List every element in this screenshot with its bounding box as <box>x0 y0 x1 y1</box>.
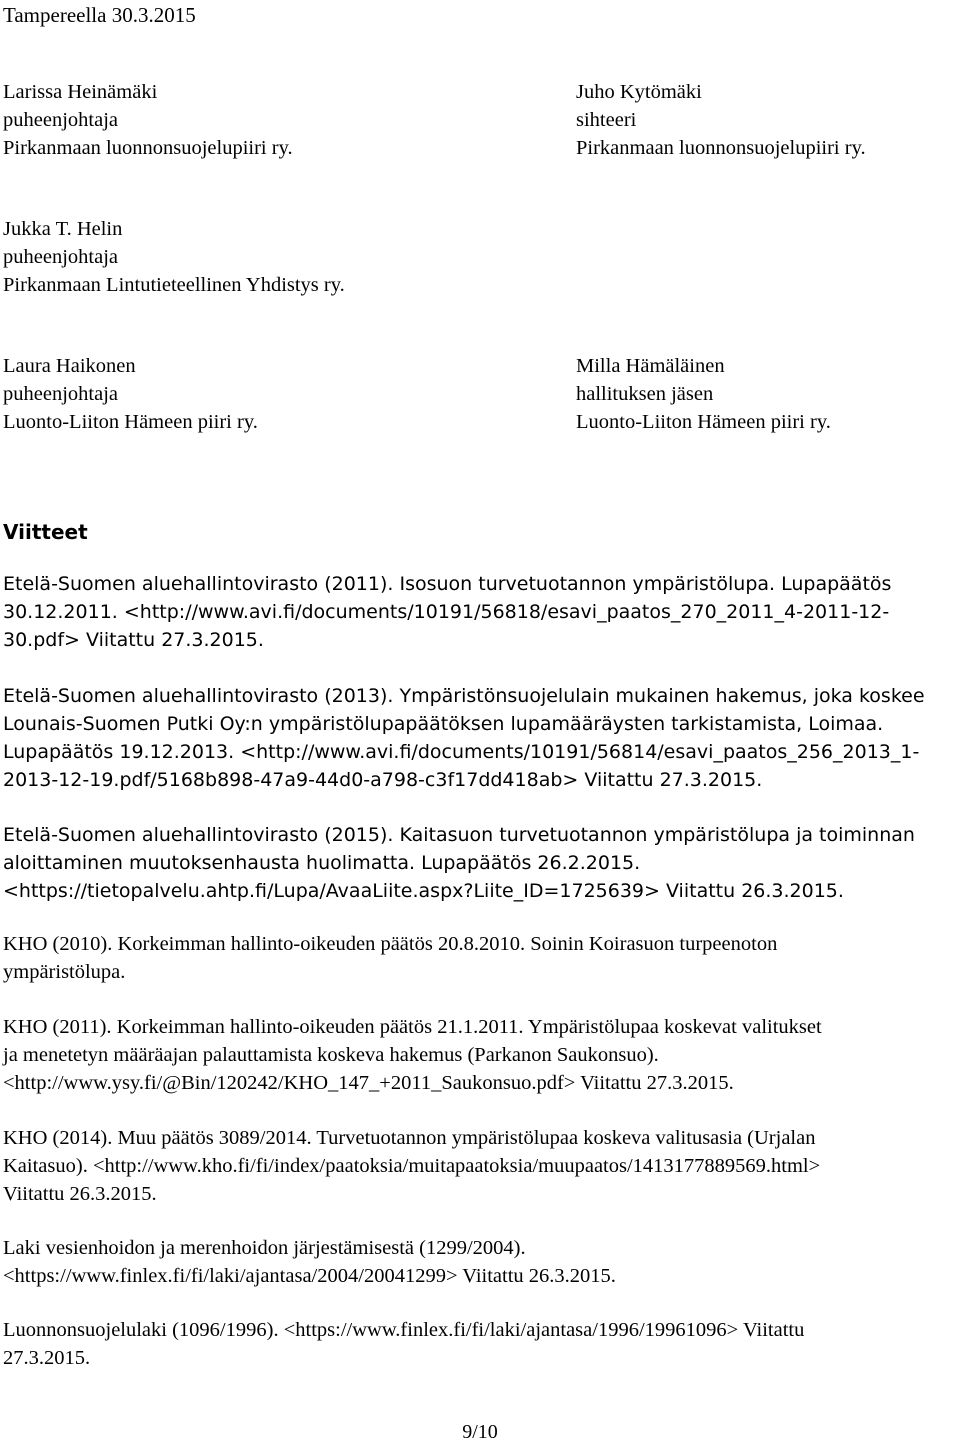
signatory-role: puheenjohtaja <box>3 246 118 268</box>
reference-line: <http://www.ysy.fi/@Bin/120242/KHO_147_+2011_Saukonsuo.pdf> Viitattu 27.3.2015. <box>3 1072 734 1094</box>
reference-line: Kaitasuo). <http://www.kho.fi/fi/index/paatoksia/muitapaatoksia/muupaatos/1413177889569.html> <box>3 1155 821 1177</box>
reference-line: 30.12.2011. <http://www.avi.fi/documents/10191/56818/esavi_paatos_270_2011_4-2011-12- <box>3 601 890 623</box>
signatory-organization: Pirkanmaan Lintutieteellinen Yhdistys ry. <box>3 274 345 296</box>
signatory-block <box>3 215 345 299</box>
signatory-block <box>3 352 258 436</box>
reference-line: KHO (2011). Korkeimman hallinto-oikeuden päätös 21.1.2011. Ympäristölupaa koskevat valitukset <box>3 1016 822 1038</box>
signatory-role: puheenjohtaja <box>3 383 118 405</box>
reference-entry <box>3 1124 958 1208</box>
reference-line: ympäristölupa. <box>3 961 126 983</box>
reference-line: Lupapäätös 19.12.2013. <http://www.avi.fi/documents/10191/56814/esavi_paatos_256_2013_1- <box>3 741 920 763</box>
signatory-organization: Pirkanmaan luonnonsuojelupiiri ry. <box>3 137 293 159</box>
signatory-block <box>576 78 866 162</box>
reference-line: Laki vesienhoidon ja merenhoidon järjestämisestä (1299/2004). <box>3 1237 526 1259</box>
signatory-name: Jukka T. Helin <box>3 218 123 240</box>
reference-line: Viitattu 26.3.2015. <box>3 1183 157 1205</box>
reference-line: <https://tietopalvelu.ahtp.fi/Lupa/AvaaLiite.aspx?Liite_ID=1725639> Viitattu 26.3.2015. <box>3 880 844 902</box>
reference-line: aloittaminen muutoksenhausta huolimatta. Lupapäätös 26.2.2015. <box>3 852 641 874</box>
reference-line: KHO (2014). Muu päätös 3089/2014. Turvetuotannon ympäristölupaa koskeva valitusasia (Urjalan <box>3 1127 816 1149</box>
reference-entry <box>3 570 958 654</box>
signatory-block <box>3 78 293 162</box>
signatory-block <box>576 352 831 436</box>
reference-line: Etelä-Suomen aluehallintovirasto (2013). Ympäristönsuojelulain mukainen hakemus, joka koskee <box>3 685 925 707</box>
reference-line: Luonnonsuojelulaki (1096/1996). <https://www.finlex.fi/fi/laki/ajantasa/1996/19961096> Viitattu <box>3 1319 805 1341</box>
reference-line: Etelä-Suomen aluehallintovirasto (2015). Kaitasuon turvetuotannon ympäristölupa ja toiminnan <box>3 824 915 846</box>
references-heading: Viitteet <box>3 520 88 544</box>
reference-line: Lounais-Suomen Putki Oy:n ympäristölupapäätöksen lupamääräysten tarkistamista, Loimaa. <box>3 713 884 735</box>
signatory-role: hallituksen jäsen <box>576 383 714 405</box>
reference-entry <box>3 1013 958 1097</box>
signatory-name: Juho Kytömäki <box>576 81 702 103</box>
reference-entry <box>3 682 958 794</box>
reference-line: 30.pdf> Viitattu 27.3.2015. <box>3 629 264 651</box>
reference-line: Etelä-Suomen aluehallintovirasto (2011). Isosuon turvetuotannon ympäristölupa. Lupapäätös <box>3 573 892 595</box>
reference-entry <box>3 1316 958 1372</box>
reference-line: 27.3.2015. <box>3 1347 91 1369</box>
reference-line: <https://www.finlex.fi/fi/laki/ajantasa/2004/20041299> Viitattu 26.3.2015. <box>3 1265 616 1287</box>
date-line: Tampereella 30.3.2015 <box>3 3 196 27</box>
signatory-role: sihteeri <box>576 109 637 131</box>
reference-entry <box>3 1234 958 1290</box>
reference-line: 2013-12-19.pdf/5168b898-47a9-44d0-a798-c3f17dd418ab> Viitattu 27.3.2015. <box>3 769 763 791</box>
signatory-organization: Luonto-Liiton Hämeen piiri ry. <box>576 411 831 433</box>
signatory-name: Laura Haikonen <box>3 355 136 377</box>
reference-line: ja menetetyn määräajan palauttamista koskeva hakemus (Parkanon Saukonsuo). <box>3 1044 659 1066</box>
page-number: 9/10 <box>462 1421 498 1443</box>
reference-entry <box>3 930 958 986</box>
signatory-name: Larissa Heinämäki <box>3 81 158 103</box>
reference-entry <box>3 821 958 905</box>
signatory-organization: Pirkanmaan luonnonsuojelupiiri ry. <box>576 137 866 159</box>
signatory-organization: Luonto-Liiton Hämeen piiri ry. <box>3 411 258 433</box>
reference-line: KHO (2010). Korkeimman hallinto-oikeuden päätös 20.8.2010. Soinin Koirasuon turpeenoton <box>3 933 778 955</box>
signatory-name: Milla Hämäläinen <box>576 355 725 377</box>
signatory-role: puheenjohtaja <box>3 109 118 131</box>
